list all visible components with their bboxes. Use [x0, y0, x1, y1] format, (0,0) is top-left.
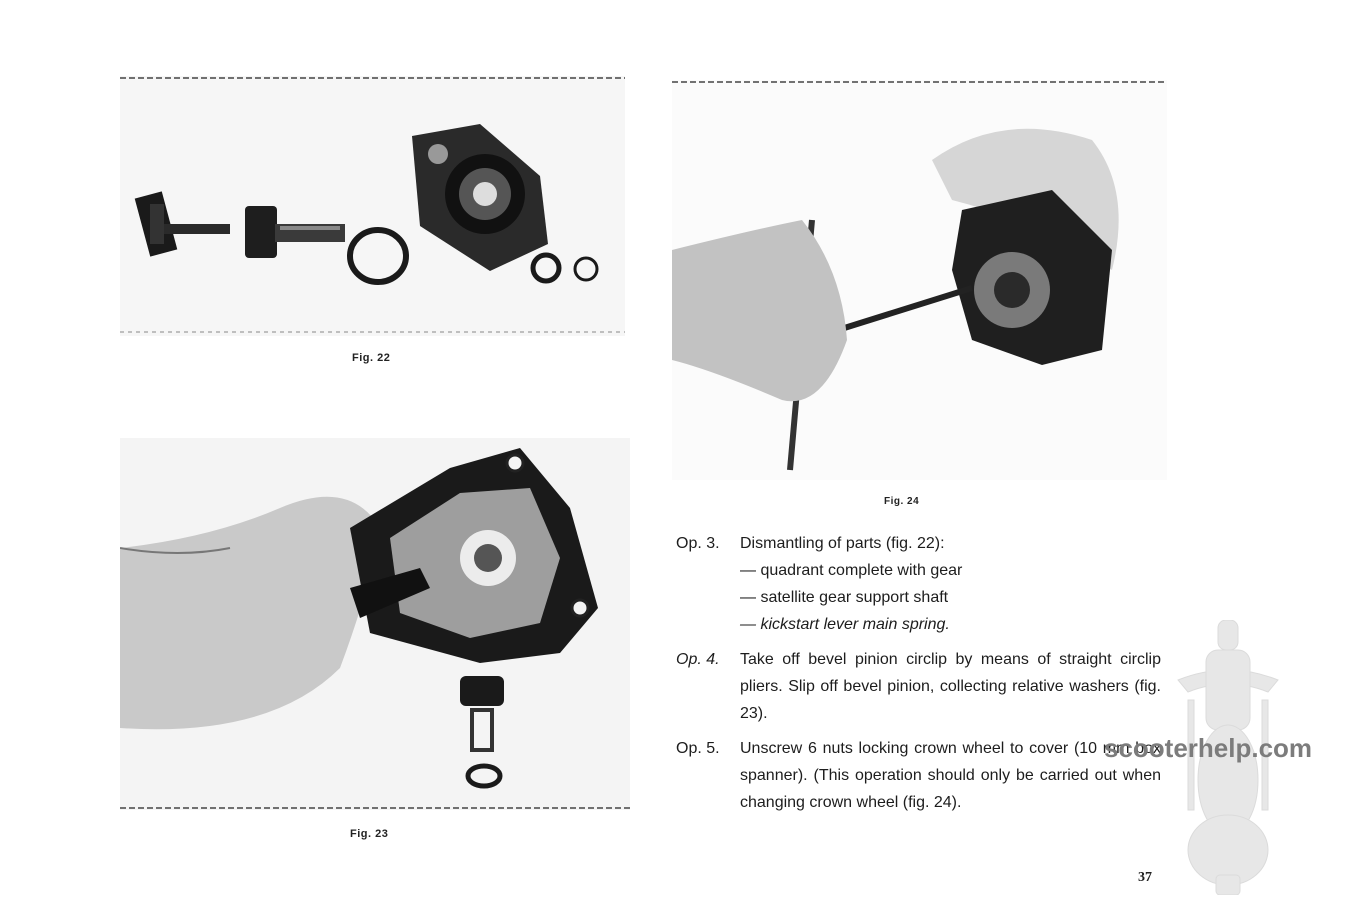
fig-22-label: Fig. 22: [352, 352, 391, 364]
op-5-label: Op. 5.: [676, 740, 720, 757]
fig-23-label: Fig. 23: [350, 828, 389, 840]
fig-24-photo: [672, 80, 1167, 480]
fig-22-illustration: [120, 76, 625, 336]
fig-24-illustration: [672, 80, 1167, 480]
page-number: 37: [1138, 870, 1152, 885]
op-4-body: Take off bevel pinion circlip by means of straight circlip pliers. Slip off bevel pinion, collecting relative washers (fig. 23).: [740, 651, 1161, 722]
op-3-title: Dismantling of parts (fig. 22):: [740, 535, 945, 552]
op-3-label: Op. 3.: [676, 535, 720, 552]
op-5: [676, 735, 1161, 816]
op-4: [676, 646, 1161, 727]
op-3-item: — kickstart lever main spring.: [740, 616, 950, 633]
op-5-body: Unscrew 6 nuts locking crown wheel to cover (10 mm box spanner). (This operation should only be carried out when changing crown wheel (fig. 24).: [740, 740, 1161, 811]
watermark-text: scooterhelp.com: [1104, 733, 1313, 763]
operations-text: [676, 530, 1161, 824]
op-3-item: — quadrant complete with gear: [740, 562, 963, 579]
op-4-label: Op. 4.: [676, 651, 720, 668]
fig-24-label: Fig. 24: [884, 496, 920, 507]
op-3: [676, 530, 1161, 557]
fig-22-photo: [120, 76, 625, 336]
op-3-items: [740, 557, 1161, 638]
op-3-item: — satellite gear support shaft: [740, 589, 949, 606]
fig-23-illustration: [120, 438, 630, 810]
fig-23-photo: [120, 438, 630, 810]
